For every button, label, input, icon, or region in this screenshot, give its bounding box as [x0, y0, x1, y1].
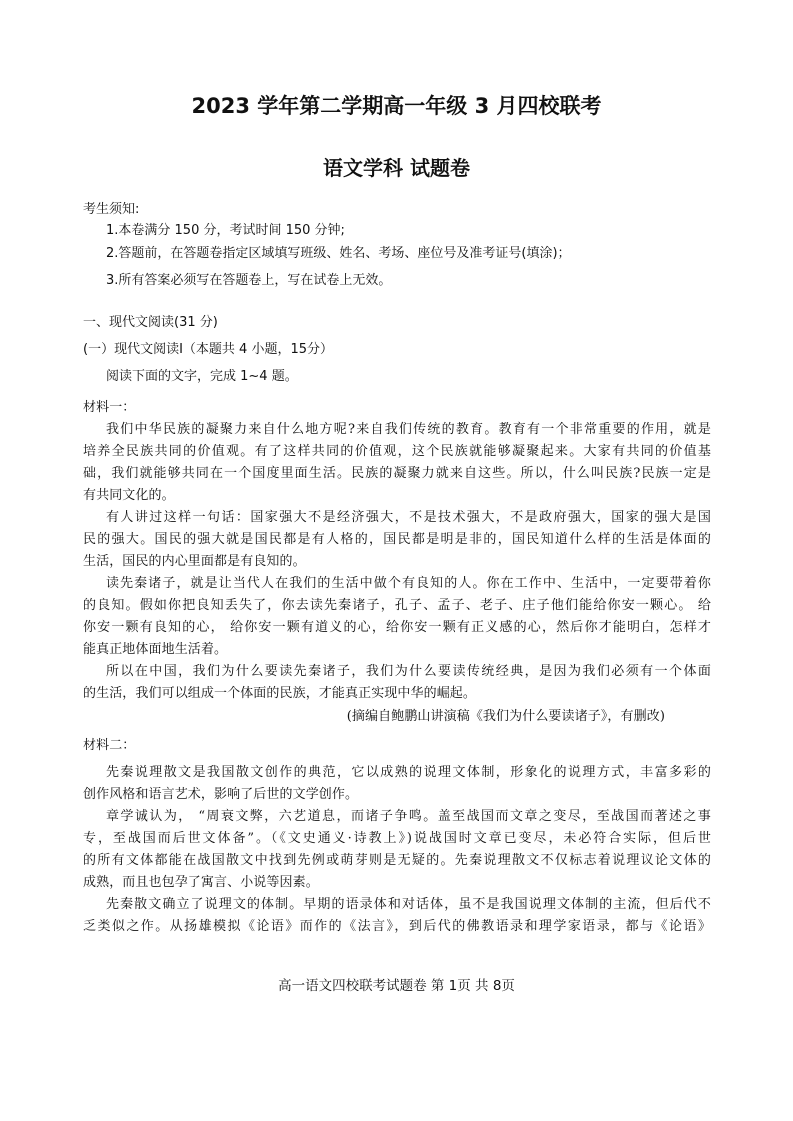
page-footer: 高一语文四校联考试题卷 第 1页 共 8页 — [278, 978, 515, 994]
paragraph-line: 成熟，而且也包孕了寓言、小说等因素。 — [83, 875, 319, 890]
paragraph-line: 读先秦诸子，就是让当代人在我们的生活中做个有良知的人。你在工作中、生活中，一定要带着你 — [106, 576, 711, 591]
paragraph-line: 所以在中国，我们为什么要读先秦诸子，我们为什么要读传统经典，是因为我们必须有一个体面 — [106, 664, 711, 679]
paragraph-line: 的所有文体都能在战国散文中找到先例或萌芽则是无疑的。先秦说理散文不仅标志着说理议论文体的 — [83, 853, 711, 868]
paragraph-line: 你安一颗有良知的心， 给你安一颗有道义的心，给你安一颗有正义感的心，然后你才能明白，怎样才 — [83, 620, 711, 635]
notice-item: 2.答题前，在答题卷指定区域填写班级、姓名、考场、座位号及准考证号(填涂)； — [106, 246, 571, 261]
paragraph-line: 的生活，我们可以组成一个体面的民族，才能真正实现中华的崛起。 — [83, 686, 477, 701]
page-title: 2023 学年第二学期高一年级 3 月四校联考 — [191, 94, 602, 118]
notice-item: 3.所有答案必须写在答题卷上，写在试卷上无效。 — [106, 273, 392, 288]
instruction-text: 阅读下面的文字，完成 1~4 题。 — [106, 369, 298, 384]
section-heading: 一、现代文阅读(31 分) — [83, 315, 218, 330]
paragraph-line: 培养全民族共同的价值观。有了这样共同的价值观，这个民族就能够凝聚起来。大家有共同的价值基 — [83, 444, 711, 459]
material-label: 材料一： — [83, 400, 136, 415]
paragraph-line: 有共同文化的。 — [83, 488, 175, 503]
paragraph-line: 先秦说理散文是我国散文创作的典范，它以成熟的说理文体制，形象化的说理方式，丰富多彩的 — [106, 765, 711, 780]
paragraph-line: 民的强大。国民的强大就是国民都是有人格的，国民都是明是非的，国民知道什么样的生活是体面的 — [83, 532, 711, 547]
paragraph-line: 础，我们就能够共同在一个国度里面生活。民族的凝聚力就来自这些。所以，什么叫民族?民族一定是 — [83, 466, 711, 481]
paragraph-line: 我们中华民族的凝聚力来自什么地方呢?来自我们传统的教育。教育有一个非常重要的作用，就是 — [106, 422, 711, 437]
notice-heading: 考生须知: — [83, 202, 140, 217]
source-citation: (摘编自鲍鹏山讲演稿《我们为什么要读诸子》，有删改) — [346, 709, 665, 724]
paragraph-line: 的良知。假如你把良知丢失了，你去读先秦诸子，孔子、孟子、老子、庄子他们能给你安一颗心。 给 — [83, 598, 711, 613]
paragraph-line: 章学诚认为， “周衰文弊，六艺道息，而诸子争鸣。盖至战国而文章之变尽，至战国而著述之事 — [106, 809, 711, 824]
paragraph-line: 能真正地体面地生活着。 — [83, 642, 228, 657]
paragraph-line: 有人讲过这样一句话：国家强大不是经济强大，不是技术强大，不是政府强大，国家的强大是国 — [106, 510, 711, 525]
page-subtitle: 语文学科 试题卷 — [323, 156, 470, 180]
section-subheading: (一）现代文阅读Ⅰ（本题共 4 小题，15分） — [83, 342, 333, 357]
material-label: 材料二： — [83, 738, 136, 753]
paragraph-line: 专，至战国而后世文体备”。（《文史通义·诗教上》)说战国时文章已变尽，未必符合实际，但后世 — [83, 831, 711, 846]
paragraph-line: 先秦散文确立了说理文的体制。早期的语录体和对话体，虽不是我国说理文体制的主流，但后代不 — [106, 897, 711, 912]
notice-item: 1.本卷满分 150 分，考试时间 150 分钟; — [106, 223, 345, 238]
paragraph-line: 生活，国民的内心里面都是有良知的。 — [83, 554, 306, 569]
paragraph-line: 创作风格和语言艺术，影响了后世的文学创作。 — [83, 787, 359, 802]
paragraph-line: 乏类似之作。从扬雄模拟《论语》而作的《法言》，到后代的佛教语录和理学家语录，都与《论语》 — [83, 919, 711, 934]
